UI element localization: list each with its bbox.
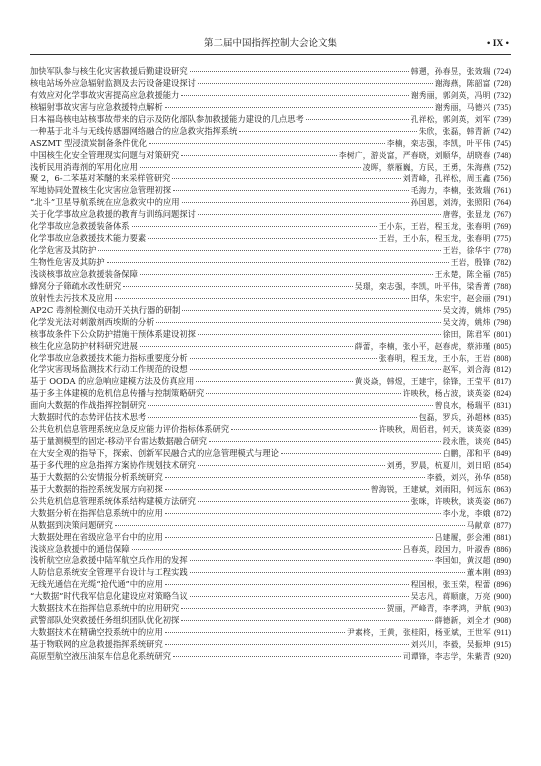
toc-entry-page: (886)	[493, 544, 511, 554]
dot-leader	[156, 322, 440, 323]
toc-entry-title: 放射性去污技术及应用	[30, 292, 113, 303]
toc-entry	[30, 317, 511, 329]
toc-entry-title: 浅谈应急救援中的通信保障	[30, 543, 130, 554]
toc-entry-authors: 吴文涛，姚炜	[442, 317, 491, 327]
toc-entry-title: 生物性危害及其防护	[30, 257, 105, 267]
toc-entry-authors: 毛海力，李楠，张效瑞	[410, 186, 491, 196]
dot-leader	[281, 453, 441, 454]
toc-entry-title: 大数据技术在指挥信息系统中的应用研究	[30, 603, 180, 614]
toc-entry-page: (791)	[493, 293, 511, 303]
dot-leader	[165, 477, 425, 478]
toc-entry-authors: 唐蓉，张显龙	[442, 210, 491, 220]
toc-entry-authors: 李国如，黄汉超	[434, 556, 491, 566]
toc-entry-title: 公共危机信息管理系统体系结构建模方法研究	[30, 495, 196, 506]
toc-entry-title: 大数据处理在省级应急平台中的应用	[30, 531, 163, 542]
toc-entry-page: (908)	[493, 616, 511, 626]
toc-entry-page: (745)	[493, 138, 511, 148]
toc-entry	[30, 185, 511, 197]
toc-entry-page: (872)	[493, 508, 511, 518]
toc-entry-title: 化学事故应急救援装备体系	[30, 221, 130, 232]
toc-entry-page: (896)	[493, 580, 511, 590]
dot-leader	[165, 107, 433, 108]
toc-entry-title: 大数据技术在精确空投系统中的应用	[30, 627, 163, 638]
toc-entry-title: 基于 OODA 的应急响应建模方法及仿真应用	[30, 376, 195, 387]
dot-leader	[107, 262, 449, 263]
toc-entry-authors: 李小龙，李娥	[442, 508, 491, 518]
toc-entry-page: (900)	[493, 592, 511, 602]
toc-entry	[30, 281, 511, 293]
dot-leader	[132, 549, 401, 550]
toc-entry-authors: 许映秋，杨占波，谈英姿	[402, 389, 491, 399]
toc-entry-page: (748)	[493, 150, 511, 160]
toc-entry-authors: 贺丽，严峰青，李孝鸿，尹航	[386, 604, 491, 614]
toc-entry	[30, 102, 511, 114]
toc-entry-title: 中国核生化安全管理现实问题与对策研究	[30, 149, 180, 160]
dot-leader	[239, 131, 416, 132]
toc-entry-authors: 刘兴川，李毅，吴振坤	[410, 640, 491, 649]
toc-entry-title: 基于多主体建模的危机信息传播与控制策略研究	[30, 388, 205, 399]
dot-leader	[306, 119, 409, 120]
toc-entry-title: 化学灾害现场监测技术行动工作规范的设想	[30, 364, 188, 375]
toc-entry	[30, 126, 511, 138]
toc-entry-page: (742)	[493, 126, 511, 136]
dot-leader	[190, 560, 433, 561]
dot-leader	[198, 334, 441, 335]
toc-entry	[30, 293, 511, 305]
toc-entry	[30, 269, 511, 281]
dot-leader	[148, 405, 433, 406]
toc-entry-title: 在大安全观的指导下，探索、创新军民融合式的应急管理模式与理论	[30, 448, 279, 458]
toc-entry-page: (911)	[493, 628, 511, 638]
toc-entry-authors: 曾良水，杨瑞平	[434, 401, 491, 411]
toc-entry-title: 加快军队参与核生化灾害救援后勤建设研究	[30, 66, 188, 76]
toc-entry-authors: 王岩，殷锋	[450, 258, 491, 267]
dot-leader	[231, 429, 377, 430]
dot-leader	[190, 596, 409, 597]
toc-entry	[30, 591, 511, 603]
toc-entry-page: (893)	[493, 568, 511, 578]
toc-entry-title: 核辐射事故灾害与应急救援特点解析	[30, 101, 163, 112]
toc-entry-authors: 李毅，刘兴，孙华	[426, 472, 491, 482]
toc-entry	[30, 173, 511, 185]
toc-entry	[30, 78, 511, 90]
toc-entry-title: 基于大数据的指控系统发展方向初探	[30, 483, 163, 494]
toc-entry-page: (767)	[493, 210, 511, 220]
toc-entry-authors: 孔祥松，郭剑英，刘军	[410, 114, 491, 124]
toc-entry-authors: 董本刚	[466, 568, 491, 578]
toc-entry-authors: 王永楚，陈全福	[434, 269, 491, 279]
toc-entry	[30, 436, 511, 448]
toc-entry-authors: 张咪，许映秋，谈英姿	[410, 496, 491, 506]
dot-leader	[209, 441, 441, 442]
dot-leader	[115, 525, 465, 526]
toc-entry	[30, 532, 511, 544]
toc-entry-authors: 张春明，程玉龙，王小东，王岩	[378, 353, 491, 363]
toc-entry-title: 公共危机信息管理系统应急反应能力评价指标体系研究	[30, 424, 230, 435]
toc-entry-authors: 谢秀丽，郭剑英，冯明	[410, 90, 491, 100]
toc-entry-title: 高原型航空液压油泵车信息化系统研究	[30, 650, 172, 661]
dot-leader	[198, 501, 409, 502]
toc-entry-title: 聚 2，6-二苯基对苯醚的来采样管研究	[30, 173, 171, 184]
toc-entry	[30, 90, 511, 102]
toc-entry-page: (808)	[493, 353, 511, 363]
toc-entry-title: 核事故条件下公众防护措施干预体系建设初探	[30, 328, 196, 339]
toc-entry-page: (735)	[493, 102, 511, 112]
toc-entry-title: 大数据分析在指挥信息系统中的应用	[30, 507, 163, 518]
toc-entry-page: (849)	[493, 449, 511, 458]
toc-entry	[30, 150, 511, 162]
toc-entry-page: (812)	[493, 365, 511, 375]
toc-entry	[30, 376, 511, 388]
toc-entry-title: 基于物联网的应急救援指挥系统研究	[30, 639, 163, 649]
toc-entry-page: (839)	[493, 425, 511, 435]
toc-entry-title: 基于多代理的应急指挥方案协作规划技术研究	[30, 459, 196, 470]
toc-entry	[30, 162, 511, 174]
dot-leader	[190, 572, 465, 573]
toc-entry-title: 蜂窝分子筛疏水改性研究	[30, 280, 122, 291]
toc-entry	[30, 579, 511, 591]
toc-entry-authors: 吴文涛，姚炜	[442, 305, 491, 315]
toc-entry-authors: 王小东，王岩，程玉龙，张春明	[378, 222, 491, 232]
toc-entry-page: (835)	[493, 413, 511, 423]
toc-entry	[30, 627, 511, 639]
toc-entry-title: 核生化应急防护材料研究进展	[30, 340, 138, 351]
toc-entry-authors: 谢秀丽，马德兴	[434, 102, 491, 112]
toc-entry-authors: 曾海锐，王建斌，刘雨阳，何远东	[370, 484, 491, 494]
toc-entry	[30, 567, 511, 579]
dot-leader	[140, 346, 353, 347]
toc-entry-page: (795)	[493, 305, 511, 315]
toc-entry-authors: 李树广，游炎富，严春晓，刘顺华，胡晓春	[338, 150, 491, 160]
dot-leader	[196, 381, 352, 382]
toc-entry-authors: 吴志凡，蒋顺康，万亮	[410, 592, 491, 602]
dot-leader	[140, 167, 361, 168]
dot-leader	[132, 226, 377, 227]
dot-leader	[190, 369, 441, 370]
toc-entry-authors: 凌晖，蔡雁巍，方民，王勇，朱海燕	[362, 162, 491, 172]
header-page-number: • IX •	[487, 39, 509, 49]
toc-entry-authors: 田华，朱宏宇，赵会丽	[410, 293, 491, 303]
toc-entry	[30, 245, 511, 257]
toc-entry	[30, 388, 511, 400]
toc-entry-page: (881)	[493, 532, 511, 542]
toc-entry	[30, 544, 511, 556]
toc-entry-page: (778)	[493, 246, 511, 256]
toc-entry	[30, 364, 511, 376]
toc-entry-page: (732)	[493, 90, 511, 100]
toc-entry	[30, 448, 511, 460]
toc-entry	[30, 66, 511, 78]
toc-entry-page: (739)	[493, 114, 511, 124]
toc-entry	[30, 400, 511, 412]
toc-entry-title: 一种基于北斗与无线传感器网络融合的应急救灾指挥系统	[30, 125, 238, 136]
dot-leader	[173, 656, 401, 657]
toc-entry-page: (805)	[493, 341, 511, 351]
toc-entry-authors: 赵军，刘合海	[442, 365, 491, 375]
toc-entry	[30, 484, 511, 496]
toc-entry	[30, 520, 511, 532]
toc-entry-authors: 韩遡，孙春昱，张效瑞	[410, 67, 491, 76]
toc-entry	[30, 209, 511, 221]
toc-entry-authors: 徐田，陈君军	[442, 329, 491, 339]
dot-leader	[190, 71, 409, 72]
dot-leader	[172, 178, 400, 179]
toc-entry-page: (915)	[493, 640, 511, 649]
toc-entry-authors: 程国根，张玉荣，程蕾	[410, 580, 491, 590]
toc-entry-page: (756)	[493, 174, 511, 184]
dot-leader	[198, 214, 441, 215]
toc-entry	[30, 197, 511, 209]
toc-entry	[30, 353, 511, 365]
toc-entry	[30, 615, 511, 627]
toc-entry-title: 浅析民用消毒剂的军用化应用	[30, 161, 138, 172]
toc-entry	[30, 233, 511, 245]
toc-entry-page: (877)	[493, 520, 511, 530]
toc-entry	[30, 341, 511, 353]
header-title: 第二届中国指挥控制大会论文集	[203, 38, 337, 49]
dot-leader	[165, 537, 433, 538]
toc-entry-page: (845)	[493, 437, 511, 447]
toc-entry-page: (920)	[493, 651, 511, 661]
toc-entry-page: (854)	[493, 460, 511, 470]
toc-entry-authors: 吕建履，彭会湘	[434, 532, 491, 542]
toc-entry-authors: 王岩，徐华宇	[442, 246, 491, 256]
toc-entry-authors: 段永胜，谈亮	[442, 437, 491, 447]
dot-leader	[149, 143, 385, 144]
dot-leader	[148, 417, 417, 418]
toc-entry-title: ASZMT 型浸渍炭制备条件优化	[30, 137, 148, 148]
toc-entry	[30, 555, 511, 567]
toc-entry-page: (728)	[493, 78, 511, 88]
toc-entry	[30, 114, 511, 126]
toc-entry-page: (817)	[493, 377, 511, 387]
toc-entry-authors: 白鹏，邵和平	[442, 449, 491, 458]
toc-entry-page: (724)	[493, 67, 511, 76]
toc-entry-page: (890)	[493, 556, 511, 566]
dot-leader	[165, 489, 369, 490]
toc-entry-authors: 薛德新，刘全才	[434, 616, 491, 626]
toc-entry-page: (764)	[493, 198, 511, 208]
toc-entry-page: (769)	[493, 222, 511, 232]
toc-entry-authors: 吴璟，栾志强，李凯，叶平伟，梁香菁	[354, 281, 491, 291]
toc-entry-title: AP2C 毒剂检测仪电动开关执行器的研制	[30, 304, 181, 315]
toc-entry-title: 大数据时代的态势评估技术思考	[30, 412, 147, 423]
dot-leader	[173, 190, 409, 191]
toc-entry-authors: 谢海燕，陈韶富	[434, 78, 491, 88]
toc-entry-title: 基于大数据的公安情报分析系统研究	[30, 471, 163, 482]
toc-entry-page: (858)	[493, 472, 511, 482]
toc-entry-title: 从数据到决策问题研究	[30, 519, 113, 530]
dot-leader	[165, 584, 409, 585]
toc-entry-authors: 吕春英，段国力，叶淑香	[402, 544, 491, 554]
toc-entry-title: 化学危害及其防护	[30, 245, 97, 256]
toc-entry-authors: 朱欣，张磊，韩青新	[418, 126, 491, 136]
dot-leader	[165, 644, 409, 645]
table-of-contents	[30, 66, 511, 663]
toc-entry-page: (782)	[493, 258, 511, 267]
toc-entry-title: 无线光通信在光缆“抢代通”中的应用	[30, 579, 163, 590]
dot-leader	[198, 83, 433, 84]
toc-entry-title: 核电站场外应急辐射监测及去污设备建设探讨	[30, 77, 196, 88]
dot-leader	[165, 632, 345, 633]
toc-entry	[30, 508, 511, 520]
toc-entry-page: (785)	[493, 269, 511, 279]
toc-entry-title: 化学事故应急救援技术能力要素	[30, 233, 147, 244]
dot-leader	[98, 250, 440, 251]
dot-leader	[181, 620, 432, 621]
toc-entry	[30, 138, 511, 150]
dot-leader	[181, 608, 384, 609]
toc-entry-title: 化学事故应急救援技术能力指标重要度分析	[30, 352, 188, 363]
toc-entry-title: “大数据”时代我军信息化建设应对策略刍议	[30, 591, 188, 602]
toc-entry-title: 面向大数据的作战指挥控制研究	[30, 400, 147, 411]
toc-entry	[30, 651, 511, 663]
toc-entry-title: 有效应对化学事故灾害提高应急救援能力	[30, 89, 180, 100]
toc-entry-authors: 尹素柊，王黄，张桂阳，杨亚斌，王世军	[347, 628, 491, 638]
toc-entry-authors: 司谭锋，李志学，朱紫青	[402, 651, 491, 661]
toc-entry-title: 关于化学事故应急救援的教育与训练问题探讨	[30, 209, 196, 220]
dot-leader	[165, 513, 441, 514]
toc-entry	[30, 305, 511, 317]
dot-leader	[190, 358, 377, 359]
toc-entry-title: 军地协同处置核生化灾害应急管理初探	[30, 185, 172, 196]
toc-entry-page: (775)	[493, 234, 511, 244]
toc-entry-page: (831)	[493, 401, 511, 411]
dot-leader	[198, 465, 385, 466]
toc-entry-authors: 刘青峰，孔祥松，周玉鑫	[402, 174, 491, 184]
dot-leader	[182, 310, 440, 311]
toc-entry-page: (867)	[493, 496, 511, 506]
toc-entry-title: 浅谈核事故应急救援装备保障	[30, 268, 138, 279]
toc-entry-page: (863)	[493, 484, 511, 494]
toc-entry	[30, 329, 511, 341]
toc-entry-title: 日本福岛核电站核事故带来的启示及防化部队参加救援能力建设的几点思考	[30, 113, 304, 124]
dot-leader	[181, 95, 408, 96]
toc-entry	[30, 639, 511, 651]
toc-entry-title: 化学发光法对刺激剂西埃斯的分析	[30, 316, 155, 327]
toc-entry-title: 浅析航空应急救援中陆军航空兵作用的发挥	[30, 555, 188, 566]
toc-entry-authors: 马献章	[466, 520, 491, 530]
toc-entry-authors: 薛蕾，李楠，张小平，赵春虎，蔡沛瑾	[354, 341, 491, 351]
toc-entry-title: “北斗”卫星导航系统在应急救灾中的应用	[30, 197, 180, 208]
toc-entry-authors: 李楠，栾志强，李凯，叶平伟	[386, 138, 491, 148]
dot-leader	[181, 155, 336, 156]
toc-entry-title: 基于量测模型的固定-移动平台雷达数据融合研究	[30, 436, 208, 447]
toc-entry-authors: 许映秋，周佰君，何天，谈英姿	[378, 425, 491, 435]
toc-entry	[30, 424, 511, 436]
toc-entry-authors: 孙国恩，刘涛，张照阳	[410, 198, 491, 208]
toc-entry-authors: 刘勇，罗晨，杭夏川，刘日昭	[386, 460, 491, 470]
running-header	[30, 38, 511, 55]
dot-leader	[148, 238, 377, 239]
toc-entry-page: (801)	[493, 329, 511, 339]
toc-entry	[30, 257, 511, 269]
toc-entry-page: (752)	[493, 162, 511, 172]
toc-entry	[30, 221, 511, 233]
dot-leader	[115, 298, 409, 299]
toc-entry-title: 武警部队处突救援任务组织团队优化初探	[30, 615, 180, 626]
toc-entry	[30, 460, 511, 472]
dot-leader	[140, 274, 433, 275]
toc-entry-authors: 包磊，罗兵，孙超林	[418, 413, 491, 423]
toc-entry	[30, 412, 511, 424]
dot-leader	[182, 202, 409, 203]
toc-entry-authors: 黄炎焱，韩煜，王建宇，徐锋，王莹平	[354, 377, 491, 387]
toc-entry-page: (788)	[493, 281, 511, 291]
toc-entry	[30, 472, 511, 484]
toc-entry	[30, 496, 511, 508]
dot-leader	[123, 286, 352, 287]
toc-entry	[30, 603, 511, 615]
toc-entry-title: 人防信息系统安全管理平台设计与工程实践	[30, 567, 188, 578]
dot-leader	[206, 393, 400, 394]
toc-entry-page: (824)	[493, 389, 511, 399]
toc-entry-page: (761)	[493, 186, 511, 196]
toc-entry-page: (903)	[493, 604, 511, 614]
toc-entry-authors: 王岩，王小东，程玉龙，张春明	[378, 234, 491, 244]
toc-entry-page: (798)	[493, 317, 511, 327]
